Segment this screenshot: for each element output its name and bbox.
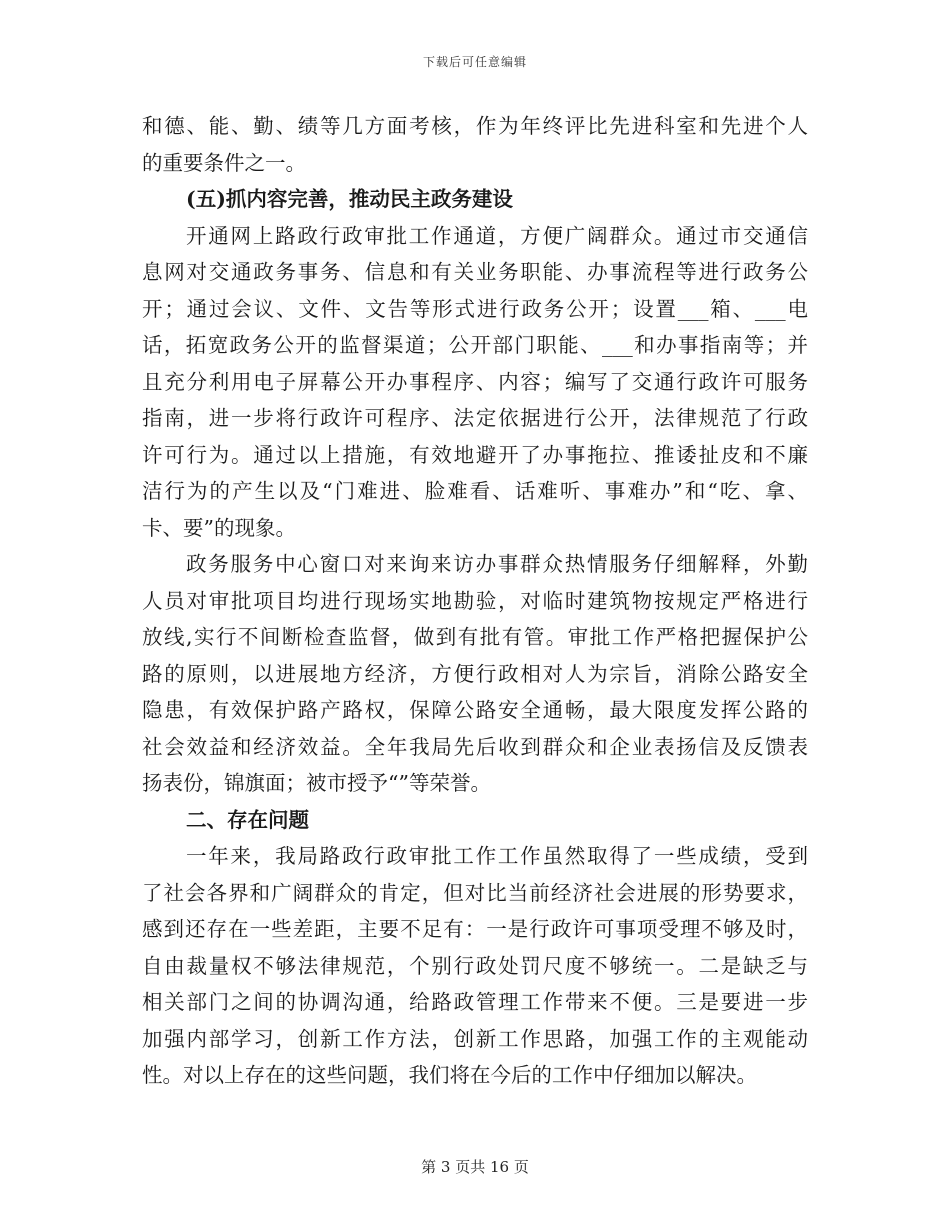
body-line: 的重要条件之一。 (142, 150, 306, 175)
body-line: 了社会各界和广阔群众的肯定，但对比当前经济社会进展的形势要求， (142, 880, 808, 905)
page-header: 下载后可任意编辑 (422, 55, 527, 69)
body-line: 路的原则，以进展地方经济，方便行政相对人为宗旨，消除公路安全 (142, 661, 808, 686)
document-body (142, 108, 808, 1094)
body-line: 隐患，有效保护路产路权，保障公路安全通畅，最大限度发挥公路的 (142, 698, 808, 722)
body-line: 性。对以上存在的这些问题，我们将在今后的工作中仔细加以解决。 (142, 1063, 757, 1087)
body-line: 卡、要”的现象。 (142, 515, 296, 540)
body-line: 息网对交通政务事务、信息和有关业务职能、办事流程等进行政务公 (142, 260, 808, 284)
section-heading: (五)抓内容完善，推动民主政务建设 (186, 187, 513, 211)
body-line: 话，拓宽政务公开的监督渠道；公开部门职能、___和办事指南等；并 (142, 333, 808, 357)
body-line: 扬表份，锦旗面；被市授予“”等荣誉。 (142, 771, 491, 795)
body-line: 社会效益和经济效益。全年我局先后收到群众和企业表扬信及反馈表 (142, 734, 808, 759)
body-line: 相关部门之间的协调沟通，给路政管理工作带来不便。三是要进一步 (142, 990, 808, 1014)
body-line: 许可行为。通过以上措施，有效地避开了办事拖拉、推诿扯皮和不廉 (142, 442, 808, 467)
body-line: 且充分利用电子屏幕公开办事程序、内容；编写了交通行政许可服务 (142, 369, 808, 394)
body-line: 开通网上路政行政审批工作通道，方便广阔群众。通过市交通信 (186, 223, 808, 248)
body-line: 和德、能、勤、绩等几方面考核，作为年终评比先进科室和先进个人 (142, 114, 808, 138)
body-line: 指南，进一步将行政许可程序、法定依据进行公开，法律规范了行政 (142, 406, 808, 430)
body-line: 一年来，我局路政行政审批工作工作虽然取得了一些成绩，受到 (186, 844, 808, 868)
body-line: 感到还存在一些差距，主要不足有：一是行政许可事项受理不够及时， (142, 917, 808, 941)
body-line: 自由裁量权不够法律规范，个别行政处罚尺度不够统一。二是缺乏与 (142, 953, 808, 978)
body-line: 放线,实行不间断检查监督，做到有批有管。审批工作严格把握保护公 (142, 625, 808, 649)
body-line: 人员对审批项目均进行现场实地勘验，对临时建筑物按规定严格进行 (142, 588, 808, 613)
body-line: 开；通过会议、文件、文告等形式进行政务公开；设置___箱、___电 (142, 296, 808, 321)
body-line: 政务服务中心窗口对来询来访办事群众热情服务仔细解释，外勤 (186, 552, 808, 576)
body-line: 加强内部学习，创新工作方法，创新工作思路，加强工作的主观能动 (142, 1026, 808, 1051)
page-footer: 第 3 页共 16 页 (421, 1158, 529, 1176)
body-line: 洁行为的产生以及“门难进、脸难看、话难听、事难办”和“吃、拿、 (142, 479, 808, 503)
section-heading: 二、存在问题 (186, 807, 309, 832)
